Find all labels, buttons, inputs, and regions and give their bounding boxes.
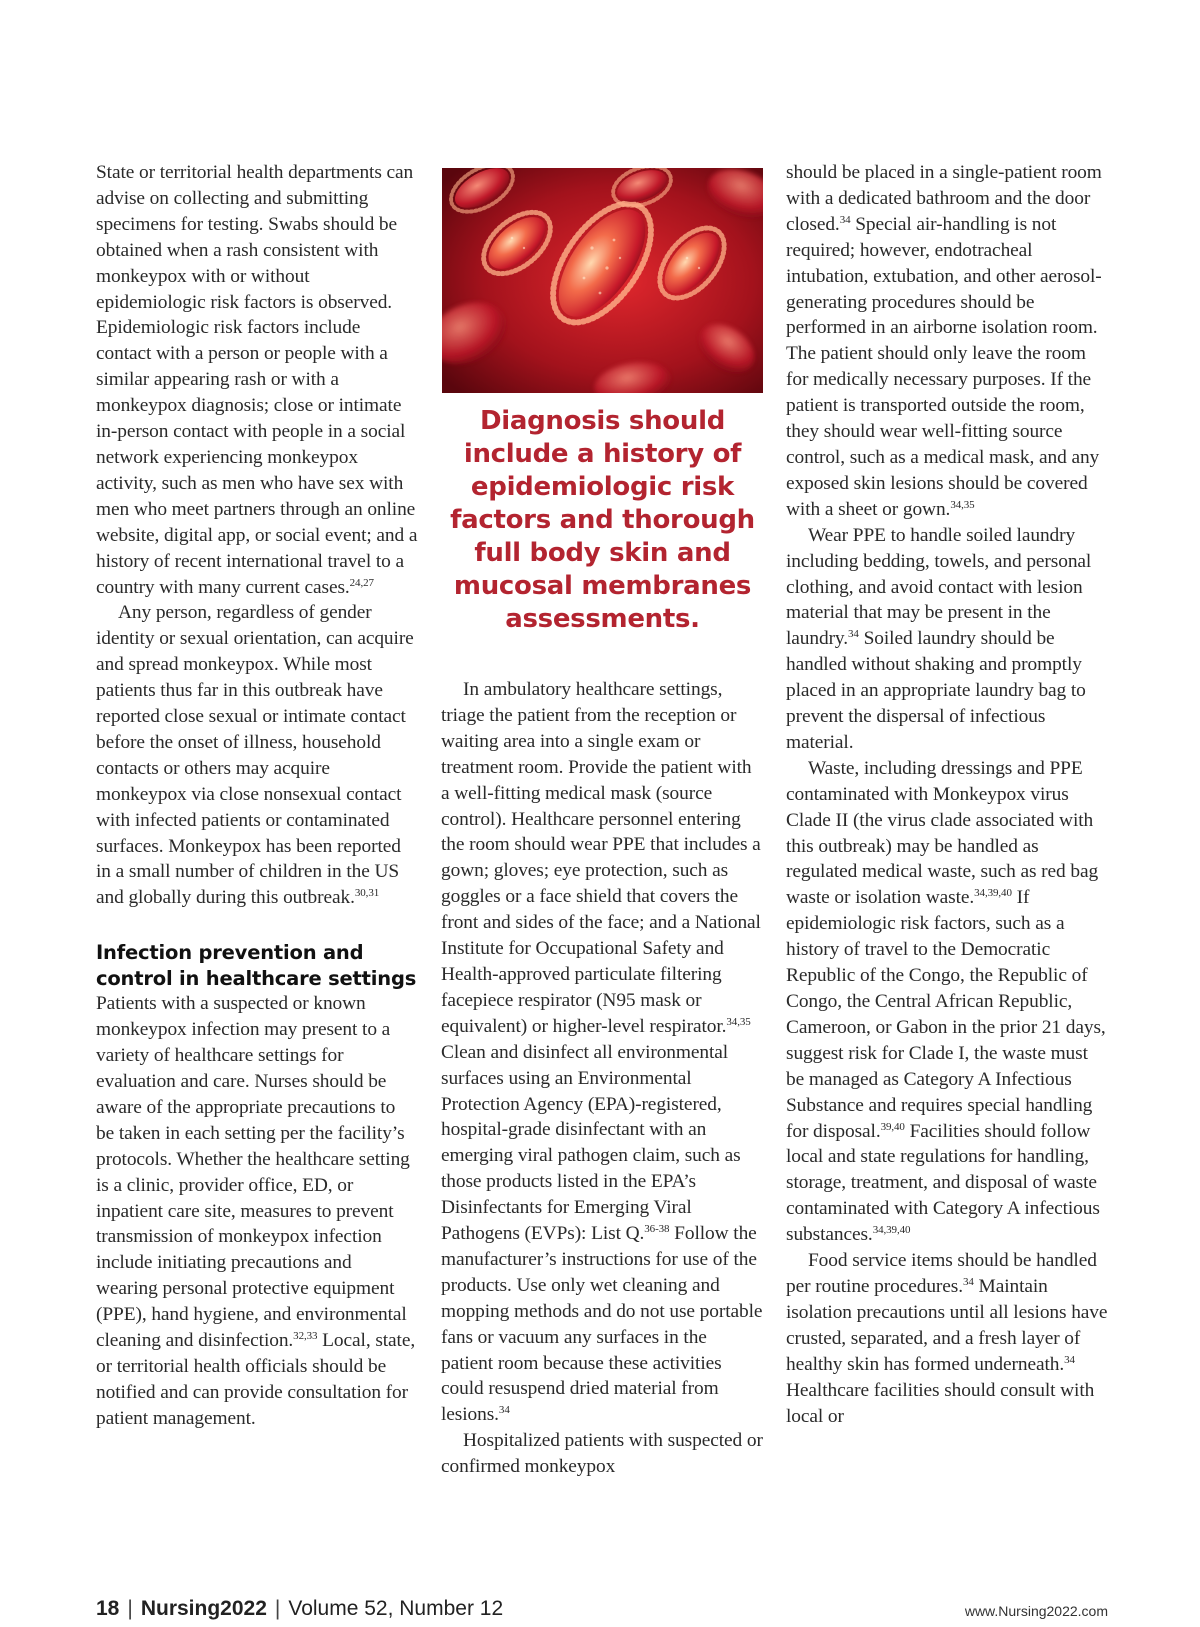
section-heading: Infection prevention and control in healthcare settings: [96, 941, 417, 990]
reference: 24,27: [349, 576, 374, 589]
paragraph: Waste, including dressings and PPE contaminated with Monkeypox virus Clade II (the virus clade associated with this outbreak) may be handled as regulated medical waste, such as red bag waste or isolation waste.$^{34,39,40}$ If epidemiologic risk factors, such as a history of travel to the Democratic Republic of the Congo, the Republic of Congo, the Central African Republic, Cameroon, or Gabon in the prior 21 days, suggest risk for Clade I, the waste must be managed as Category A Infectious Substance and requires special handling for disposal.$^{39,40}$ Facilities should follow local and state regulations for handling, storage, treatment, and disposal of waste contaminated with Category A infectious substances.$^{34,39,40}$: [786, 757, 1106, 1246]
reference: 34: [498, 1404, 510, 1417]
reference: 34: [839, 213, 851, 226]
footer-folio: [96, 1597, 503, 1621]
reference: 39,40: [880, 1120, 905, 1133]
page-number: 18: [96, 1597, 120, 1620]
paragraph: should be placed in a single-patient room with a dedicated bathroom and the door closed.$^{34}$ Special air-handling is not required; however, endotracheal intubation, extubation, and other aerosol-generating procedures should be performed in an airborne isolation room. The patient should only leave the room for medically necessary purposes. If the patient is transported outside the room, they should wear well-fitting source control, such as a medical mask, and any exposed skin lesions should be covered with a sheet or gown.$^{34,35}$: [786, 162, 1102, 520]
paragraph: State or territorial health departments can advise on collecting and submitting specimens for testing. Swabs should be obtained when a rash consistent with monkeypox with or without epidemiologic risk factors is observed. Epidemiologic risk factors include contact with a person or people with a similar appearing rash or with a monkeypox diagnosis; close or intimate in-person contact with people in a social network experiencing monkeypox activity, such as men who have sex with men who meet partners through an online website, digital app, or social event; and a history of recent international travel to a country with many current cases.$^{24,27}$: [96, 162, 418, 598]
reference: 34,39,40: [872, 1224, 911, 1237]
paragraph: Food service items should be handled per routine procedures.$^{34}$ Maintain isolation precautions until all lesions have crusted, separated, and a fresh layer of healthy skin has formed underneath.$^{34}$ Healthcare facilities should consult with local or: [786, 1250, 1108, 1427]
reference: 34,39,40: [974, 887, 1012, 900]
reference: 34,35: [726, 1015, 751, 1028]
website-link[interactable]: www.Nursing2022.com: [964, 1603, 1108, 1619]
paragraph: Wear PPE to handle soiled laundry including bedding, towels, and personal clothing, and avoid contact with lesion material that may be present in the laundry.$^{34}$ Soiled laundry should be handled without shaking and promptly placed in an appropriate laundry bag to prevent the dispersal of infectious material.: [786, 524, 1092, 753]
column-2: [441, 677, 763, 1480]
paragraph: Hospitalized patients with suspected or confirmed monkeypox: [441, 1430, 763, 1478]
issue-info: Volume 52, Number 12: [288, 1597, 504, 1620]
reference: 36-38: [644, 1223, 670, 1236]
virus-illustration: [442, 168, 763, 393]
reference: 34: [963, 1275, 974, 1288]
journal-name: Nursing2022: [140, 1597, 267, 1620]
footer-separator: |: [127, 1597, 133, 1620]
reference: 34: [1064, 1353, 1075, 1366]
reference: 30,31: [354, 887, 380, 900]
reference: 32,33: [293, 1330, 318, 1343]
paragraph: Any person, regardless of gender identity or sexual orientation, can acquire and spread monkeypox. While most patients thus far in this outbreak have reported close sexual or intimate contact before the onset of illness, household contacts or others may acquire monkeypox via close nonsexual contact with infected patients or contaminated surfaces. Monkeypox has been reported in a small number of children in the US and globally during this outbreak.$^{30,31}$: [96, 602, 414, 909]
column-1: [96, 160, 418, 1432]
pull-quote: Diagnosis should include a history of epidemiologic risk factors and thorough full body skin and mucosal membranes assessments.: [450, 406, 755, 634]
page-footer: [96, 1597, 1108, 1627]
paragraph: In ambulatory healthcare settings, triage the patient from the reception or waiting area into a single exam or treatment room. Provide the patient with a well-fitting medical mask (source control). Healthcare personnel entering the room should wear PPE that includes a gown; gloves; eye protection, such as goggles or a face shield that covers the front and sides of the face; and a National Institute for Occupational Safety and Health-approved particulate filtering facepiece respirator (N95 mask or equivalent) or higher-level respirator.$^{34,35}$ Clean and disinfect all environmental surfaces using an Environmental Protection Agency (EPA)-registered, hospital-grade disinfectant with an emerging viral pathogen claim, such as those products listed in the EPA’s Disinfectants for Emerging Viral Pathogens (EVPs): List Q.$^{36-38}$ Follow the manufacturer’s instructions for use of the products. Use only wet cleaning and mopping methods and do not use portable fans or vacuum any surfaces in the patient room because these activities could resuspend dried material from lesions.$^{34}$: [441, 679, 763, 1426]
column-3: [786, 160, 1108, 1429]
footer-separator: |: [274, 1597, 281, 1620]
reference: 34: [848, 628, 859, 641]
paragraph: Patients with a suspected or known monkeypox infection may present to a variety of healthcare settings for evaluation and care. Nurses should be aware of the appropriate precautions to be taken in each setting per the facility’s protocols. Whether the healthcare setting is a clinic, provider office, ED, or inpatient care site, measures to prevent transmission of monkeypox infection include initiating precautions and wearing personal protective equipment (PPE), hand hygiene, and environmental cleaning and disinfection.$^{32,33}$ Local, state, or territorial health officials should be notified and can provide consultation for patient management.: [96, 993, 416, 1429]
reference: 34,35: [950, 498, 975, 511]
